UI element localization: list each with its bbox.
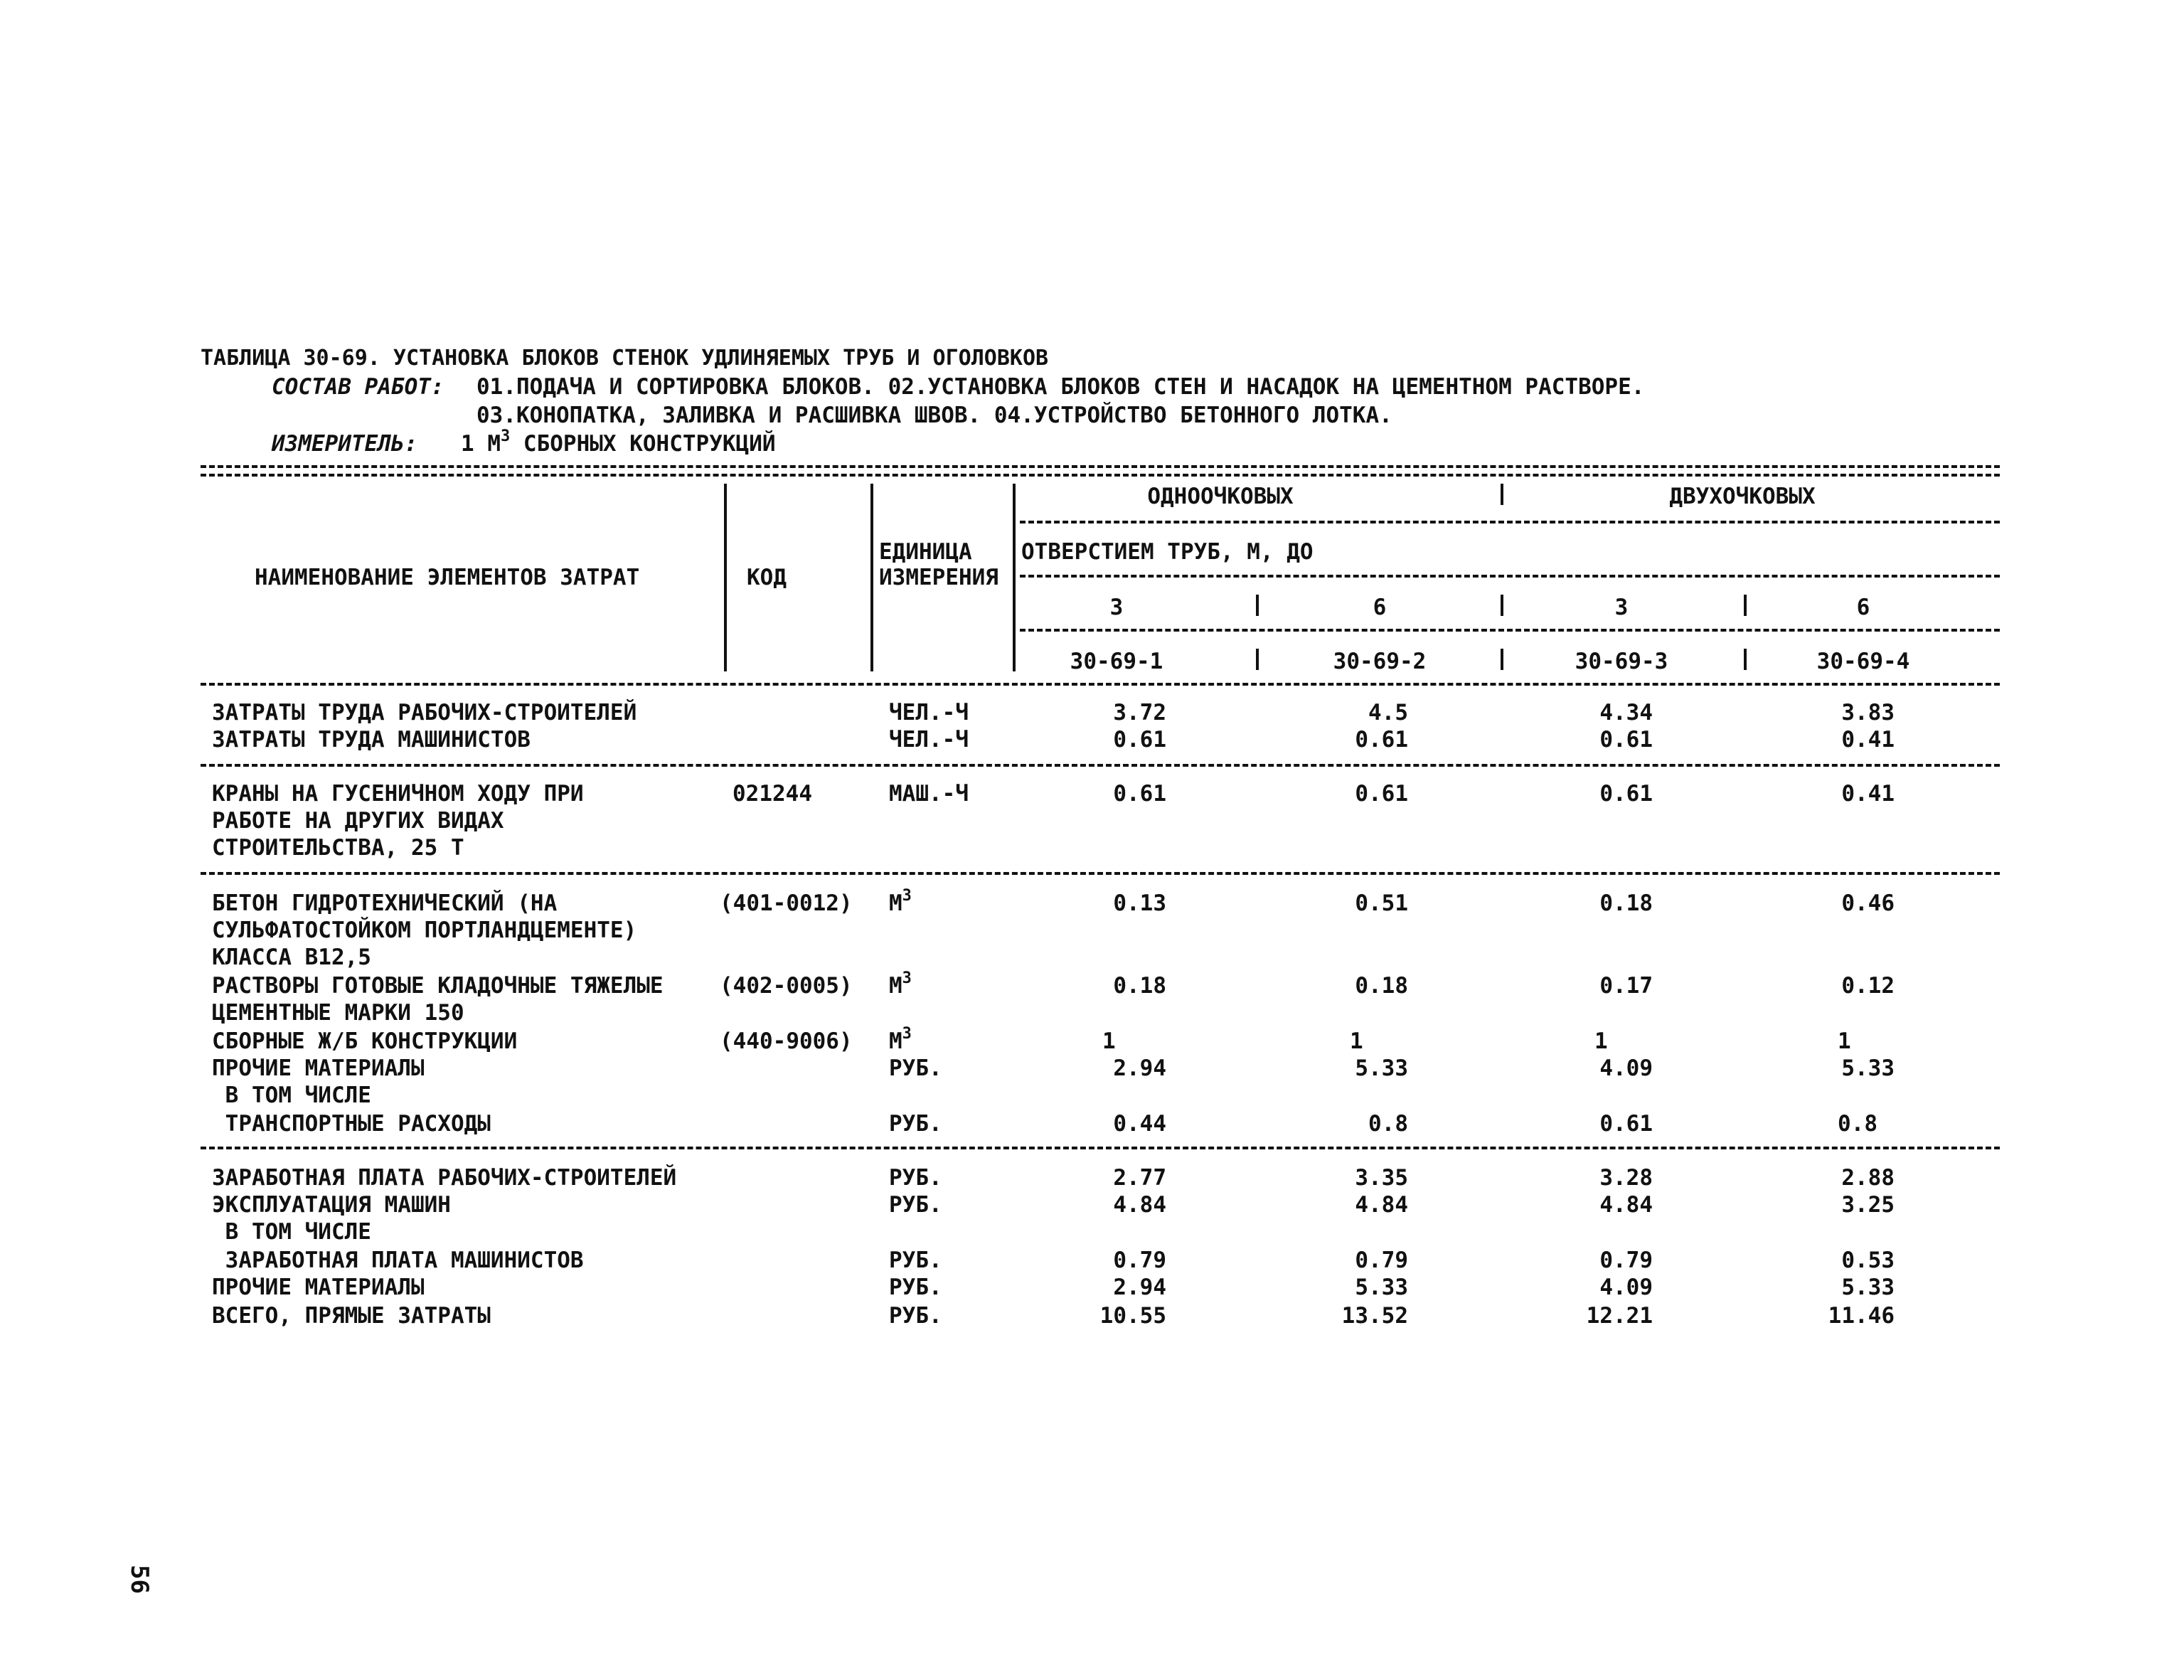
row-value: 0.18 <box>1599 890 1653 916</box>
row-value: 0.46 <box>1841 890 1895 916</box>
row-value: 3.25 <box>1841 1192 1895 1218</box>
row-name: СУЛЬФАТОСТОЙКОМ ПОРТЛАНДЦЕМЕНТЕ) <box>212 918 637 943</box>
row-value: 0.79 <box>1113 1248 1166 1273</box>
header-unit-1: ЕДИНИЦА <box>879 539 972 565</box>
row-name: ПРОЧИЕ МАТЕРИАЛЫ <box>212 1056 425 1081</box>
row-value: 0.41 <box>1841 781 1895 807</box>
row-unit: $М^3$ <box>889 969 912 999</box>
rule-section-2 <box>201 872 2000 875</box>
work-line-1: 01.ПОДАЧА И СОРТИРОВКА БЛОКОВ. 02.УСТАНОВКА БЛОКОВ СТЕН И НАСАДОК НА ЦЕМЕНТНОМ РАСТВОРЕ. <box>476 374 1645 400</box>
rule-sub <box>1020 575 2000 578</box>
row-name: ТРАНСПОРТНЫЕ РАСХОДЫ <box>212 1111 491 1137</box>
row-value: 3.35 <box>1355 1165 1408 1191</box>
row-value: 2.88 <box>1841 1165 1895 1191</box>
row-name: В ТОМ ЧИСЛЕ <box>212 1219 371 1245</box>
row-name: ПРОЧИЕ МАТЕРИАЛЫ <box>212 1275 425 1300</box>
row-value: 0.61 <box>1599 1111 1653 1137</box>
row-value: 5.33 <box>1841 1275 1895 1300</box>
row-value: 4.84 <box>1599 1192 1653 1218</box>
row-value: 0.18 <box>1113 973 1166 999</box>
row-name: ЗАРАБОТНАЯ ПЛАТА МАШИНИСТОВ <box>212 1248 584 1273</box>
rule-top-2 <box>201 474 2000 477</box>
row-value: 0.44 <box>1113 1111 1166 1137</box>
header-code-4: 30-69-4 <box>1816 649 1910 674</box>
header-code-2: 30-69-2 <box>1333 649 1427 674</box>
row-unit: РУБ. <box>889 1248 942 1273</box>
rule-header-bottom <box>201 683 2000 686</box>
row-value: 3.28 <box>1599 1165 1653 1191</box>
header-code: КОД <box>747 565 787 590</box>
row-value: 4.34 <box>1599 700 1653 725</box>
row-value: 0.13 <box>1113 890 1166 916</box>
header-unit-2: ИЗМЕРЕНИЯ <box>879 565 998 590</box>
row-value: 5.33 <box>1355 1275 1408 1300</box>
vbar-code-3 <box>1744 649 1747 670</box>
row-name: ЗАТРАТЫ ТРУДА РАБОЧИХ-СТРОИТЕЛЕЙ <box>212 700 637 725</box>
header-size-1: 3 <box>1109 595 1124 620</box>
row-unit: ЧЕЛ.-Ч <box>889 727 969 753</box>
row-value: 13.52 <box>1341 1303 1408 1329</box>
header-size-4: 6 <box>1856 595 1870 620</box>
row-value: 10.55 <box>1099 1303 1166 1329</box>
row-name: РАБОТЕ НА ДРУГИХ ВИДАХ <box>212 808 504 834</box>
row-value: 2.77 <box>1113 1165 1166 1191</box>
row-code: 021244 <box>733 781 812 807</box>
vbar-unit <box>870 484 873 671</box>
header-subheader: ОТВЕРСТИЕМ ТРУБ, М, ДО <box>1021 539 1314 565</box>
vbar-values <box>1013 484 1016 671</box>
header-code-1: 30-69-1 <box>1070 649 1163 674</box>
rule-section-3 <box>201 1147 2000 1149</box>
vbar-size-2 <box>1501 595 1503 616</box>
row-value: 0.61 <box>1599 781 1653 807</box>
row-name: ЭКСПЛУАТАЦИЯ МАШИН <box>212 1192 451 1218</box>
vbar-code <box>724 484 727 671</box>
row-name: ВСЕГО, ПРЯМЫЕ ЗАТРАТЫ <box>212 1303 491 1329</box>
row-value: 5.33 <box>1355 1056 1408 1081</box>
row-value: 0.53 <box>1841 1248 1895 1273</box>
rule-group <box>1020 521 2000 523</box>
row-unit: РУБ. <box>889 1303 942 1329</box>
table-title: ТАБЛИЦА 30-69. УСТАНОВКА БЛОКОВ СТЕНОК УДЛИНЯЕМЫХ ТРУБ И ОГОЛОВКОВ <box>201 346 1049 371</box>
row-value: 0.61 <box>1113 727 1166 753</box>
row-unit: ЧЕЛ.-Ч <box>889 700 969 725</box>
row-value: 1 <box>1102 1028 1116 1054</box>
row-unit: РУБ. <box>889 1165 942 1191</box>
header-name: НАИМЕНОВАНИЕ ЭЛЕМЕНТОВ ЗАТРАТ <box>255 565 640 590</box>
row-code: (401-0012) <box>720 890 853 916</box>
measure-label: ИЗМЕРИТЕЛЬ: <box>272 431 418 457</box>
row-value: 0.61 <box>1113 781 1166 807</box>
row-name: В ТОМ ЧИСЛЕ <box>212 1083 371 1108</box>
row-value: 0.51 <box>1355 890 1408 916</box>
header-size-3: 3 <box>1614 595 1629 620</box>
row-code: (440-9006) <box>720 1028 853 1054</box>
row-name: РАСТВОРЫ ГОТОВЫЕ КЛАДОЧНЫЕ ТЯЖЕЛЫЕ <box>212 973 664 999</box>
rule-top <box>201 465 2000 468</box>
row-unit: РУБ. <box>889 1275 942 1300</box>
row-unit: РУБ. <box>889 1192 942 1218</box>
page-number: 56 <box>125 1565 154 1594</box>
work-label: СОСТАВ РАБОТ: <box>272 374 444 400</box>
header-size-2: 6 <box>1373 595 1387 620</box>
row-value: 2.94 <box>1113 1275 1166 1300</box>
row-value: 0.17 <box>1599 973 1653 999</box>
header-group-2: ДВУХОЧКОВЫХ <box>1669 484 1816 509</box>
row-unit: $М^3$ <box>889 1025 912 1054</box>
row-name: КРАНЫ НА ГУСЕНИЧНОМ ХОДУ ПРИ <box>212 781 584 807</box>
row-value: 11.46 <box>1828 1303 1895 1329</box>
row-value: 0.8 <box>1368 1111 1408 1137</box>
row-value: 4.5 <box>1368 700 1408 725</box>
row-value: 4.09 <box>1599 1056 1653 1081</box>
row-name: БЕТОН ГИДРОТЕХНИЧЕСКИЙ (НА <box>212 890 558 916</box>
header-group-1: ОДНООЧКОВЫХ <box>1147 484 1294 509</box>
row-unit: $М^3$ <box>889 887 912 916</box>
vbar-groups <box>1501 484 1503 505</box>
header-code-3: 30-69-3 <box>1575 649 1668 674</box>
work-line-2: 03.КОНОПАТКА, ЗАЛИВКА И РАСШИВКА ШВОВ. 04.УСТРОЙСТВО БЕТОННОГО ЛОТКА. <box>476 403 1392 428</box>
row-value: 0.79 <box>1599 1248 1653 1273</box>
row-value: 0.61 <box>1599 727 1653 753</box>
row-value: 2.94 <box>1113 1056 1166 1081</box>
row-name: СТРОИТЕЛЬСТВА, 25 Т <box>212 835 464 861</box>
row-unit: РУБ. <box>889 1111 942 1137</box>
row-value: 1 <box>1350 1028 1363 1054</box>
row-value: 4.84 <box>1355 1192 1408 1218</box>
row-value: 1 <box>1594 1028 1608 1054</box>
row-value: 0.8 <box>1838 1111 1877 1137</box>
vbar-size-3 <box>1744 595 1747 616</box>
vbar-code-2 <box>1501 649 1503 670</box>
row-name: КЛАССА В12,5 <box>212 945 371 970</box>
row-value: 3.72 <box>1113 700 1166 725</box>
vbar-size-1 <box>1256 595 1259 616</box>
row-value: 0.18 <box>1355 973 1408 999</box>
measure-value: 1 $М^3$ СБОРНЫХ КОНСТРУКЦИЙ <box>461 427 776 457</box>
row-value: 0.79 <box>1355 1248 1408 1273</box>
row-value: 1 <box>1838 1028 1851 1054</box>
row-value: 0.41 <box>1841 727 1895 753</box>
row-code: (402-0005) <box>720 973 853 999</box>
row-value: 5.33 <box>1841 1056 1895 1081</box>
row-value: 0.12 <box>1841 973 1895 999</box>
row-value: 3.83 <box>1841 700 1895 725</box>
row-unit: РУБ. <box>889 1056 942 1081</box>
row-name: ЗАТРАТЫ ТРУДА МАШИНИСТОВ <box>212 727 531 753</box>
row-name: ЦЕМЕНТНЫЕ МАРКИ 150 <box>212 1000 464 1026</box>
row-value: 12.21 <box>1586 1303 1653 1329</box>
row-name: СБОРНЫЕ Ж/Б КОНСТРУКЦИИ <box>212 1028 518 1054</box>
row-name: ЗАРАБОТНАЯ ПЛАТА РАБОЧИХ-СТРОИТЕЛЕЙ <box>212 1165 677 1191</box>
vbar-code-1 <box>1256 649 1259 670</box>
row-value: 0.61 <box>1355 727 1408 753</box>
rule-section-1 <box>201 764 2000 767</box>
row-unit: МАШ.-Ч <box>889 781 969 807</box>
rule-sizes <box>1020 629 2000 632</box>
row-value: 4.09 <box>1599 1275 1653 1300</box>
row-value: 4.84 <box>1113 1192 1166 1218</box>
row-value: 0.61 <box>1355 781 1408 807</box>
